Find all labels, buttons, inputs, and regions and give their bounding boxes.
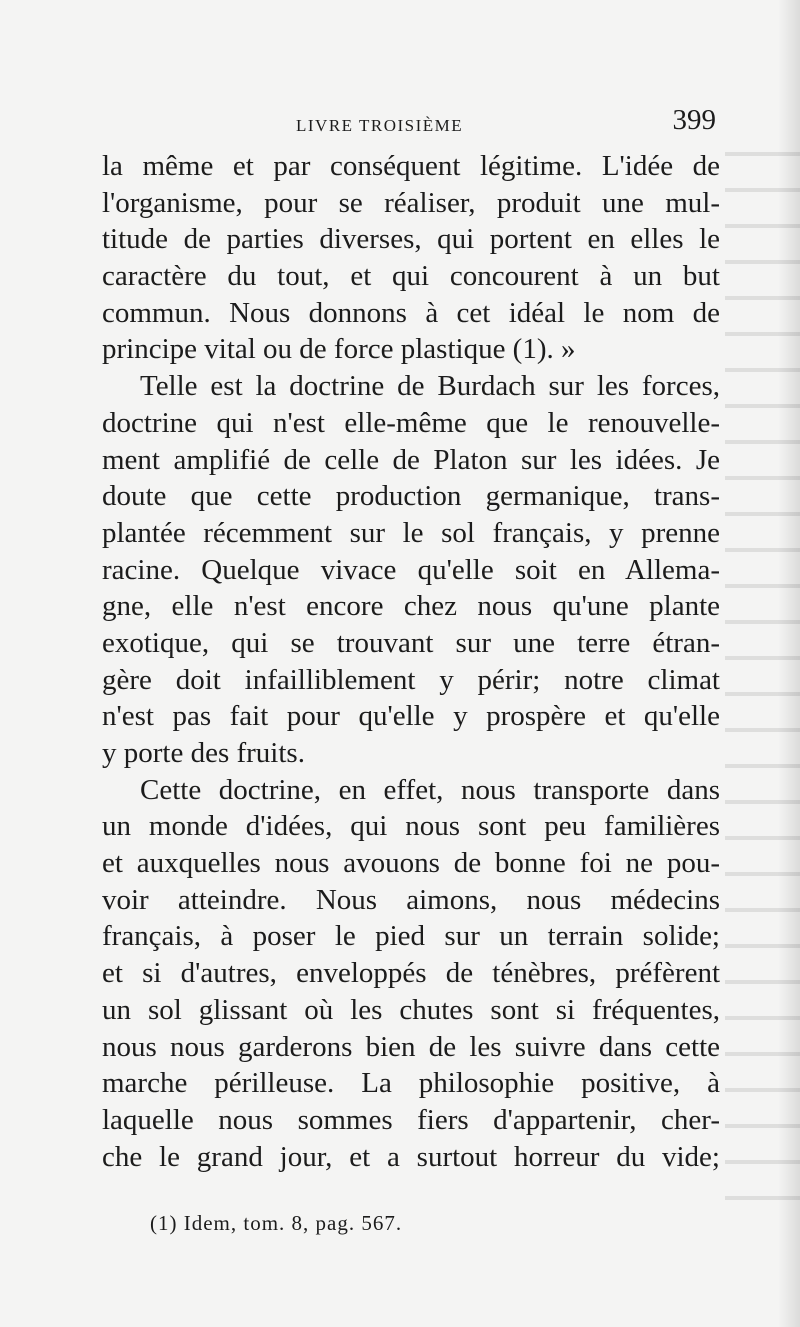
text-line: gne, elle n'est encore chez nous qu'une plante [102,590,720,623]
text-line: y porte des fruits. [102,737,305,769]
text-line: Cette doctrine, en effet, nous transporte dans [140,773,720,806]
page-number: 399 [672,104,716,136]
running-head: LIVRE TROISIÈME [296,116,464,135]
text-line: ment amplifié de celle de Platon sur les idées. Je [102,443,720,476]
text-line: commun. Nous donnons à cet idéal le nom de [102,296,720,329]
text-line: nous nous garderons bien de les suivre dans cette [102,1030,720,1063]
text-line: racine. Quelque vivace qu'elle soit en Allema- [102,553,720,586]
text-line: doctrine qui n'est elle-même que le renouvelle- [102,406,720,439]
text-line: un monde d'idées, qui nous sont peu familières [102,810,720,843]
text-line: che le grand jour, et a surtout horreur du vide; [102,1140,720,1173]
text-line: marche périlleuse. La philosophie positive, à [102,1067,720,1100]
text-line: caractère du tout, et qui concourent à un but [102,260,720,293]
text-line: principe vital ou de force plastique (1). » [102,333,576,366]
text-line: et auxquelles nous avouons de bonne foi ne pou- [102,847,720,880]
footnote: (1) Idem, tom. 8, pag. 567. [150,1211,403,1235]
text-line: Telle est la doctrine de Burdach sur les forces, [140,370,720,403]
text-line: l'organisme, pour se réaliser, produit une mul- [102,186,720,219]
text-line: doute que cette production germanique, trans- [102,480,720,513]
text-line: laquelle nous sommes fiers d'appartenir, cher- [102,1103,720,1136]
text-line: exotique, qui se trouvant sur une terre étran- [102,626,720,659]
text-line: n'est pas fait pour qu'elle y prospère et qu'elle [102,700,720,733]
text-line: la même et par conséquent légitime. L'idée de [102,150,720,182]
text-line: plantée récemment sur le sol français, y prenne [102,516,720,549]
text-line: un sol glissant où les chutes sont si fréquentes, [102,993,720,1026]
body-text [102,148,720,1175]
text-line: voir atteindre. Nous aimons, nous médecins [102,883,720,916]
text-line: et si d'autres, enveloppés de ténèbres, préfèrent [102,957,720,990]
text-line: gère doit infailliblement y périr; notre climat [102,663,720,696]
text-line: français, à poser le pied sur un terrain solide; [102,920,720,953]
page-header [100,104,720,144]
text-line: titude de parties diverses, qui portent en elles le [102,223,720,256]
page-edge-shadow [778,0,800,1327]
